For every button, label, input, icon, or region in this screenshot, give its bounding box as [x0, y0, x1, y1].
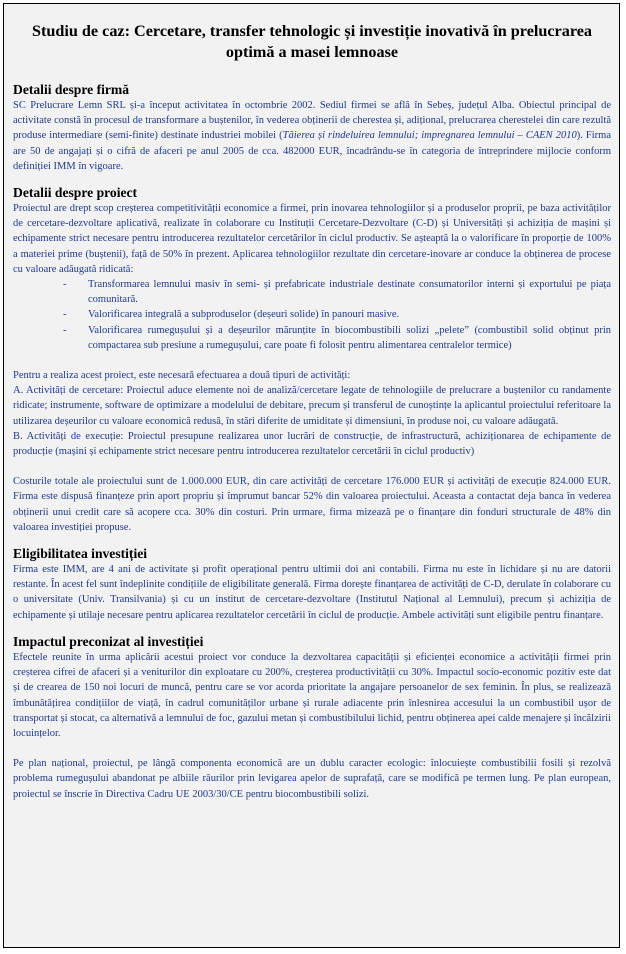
list-item — [13, 277, 611, 307]
case-study-content — [4, 4, 619, 947]
project-heading: Detalii despre proiect — [13, 185, 138, 201]
eligibility-paragraph: Firma este IMM, are 4 ani de activitate și profit operațional pentru ultimii doi ani contabili. Firma nu este în lichidare și nu are datorii restante. În acest fel sunt îndeplinite condițiile de eligibilitate generală. Firma dorește finanțarea de activități de C-D, derulate în colaborare cu o universitate (Univ. Transilvania) și cu un institut de cercetare-dezvoltare (Institutul Național al Lemnului), precum și achiziția de echipamente și utilaje necesare pentru aplicarea rezultatelor cercetării în ciclul de producție. Ambele activități sunt eligibile pentru finanțare. — [13, 564, 611, 621]
company-text-start: SC Prelucrare Lemn SRL și-a început activitatea în octombrie 2002. Sediul firmei se află în Sebeș, județul Alba. Obiectul principal de activitate constă în procesul de transformare a buștenilor, în vederea obținerii de cherestea și, adițional, prelucrarea cherestelei din care rezultă produse intermediare (semi-finite) destinate industriei mobilei ( — [13, 100, 611, 142]
list-item-text: Valorificarea rumegușului și a deșeurilor mărunțite în biocombustibili solizi „pelete” (combustibil solid obținut prin compactarea sub presiune a rumegușului, care poate fi folosit pentru alimentarea centralelor termice) — [88, 324, 611, 351]
project-intro: Proiectul are drept scop creșterea competitivității economice a firmei, prin inovarea tehnologiilor și a produselor proprii, pe baza activităților de cercetare-dezvoltare aplicativă, realizate în colaborare cu Instituții Cercetare-Dezvoltare (C-D) și Universități și achiziția de mașini și echipamente strict necesare pentru introducerea rezultatelor cercetărilor în ciclul productiv. Se așteaptă la o valorificare în proporție de 100% a materiei prime (buștenii), față de 50% în prezent. Aplicarea tehnologiilor rezultate din cercetare-inovare ar conduce la obținerea de procese cu valoare adăugată ridicată: — [13, 203, 611, 275]
spacer — [13, 741, 611, 756]
project-activity-research: A. Activități de cercetare: Proiectul aduce elemente noi de analiză/cercetare legate de tehnologiile de prelucrare a buștenilor cu randamente ridicate; instrumente, software de optimizare a modelului de debitare, precum și transferul de cunoștințe la aplicantul proiectului referitoare la utilizarea deșeurilor cu valoare economică redusă, în stări diferite de umiditate și dimensiuni, în produse noi, cu valoare adăugată. — [13, 385, 611, 427]
project-activities-intro: Pentru a realiza acest proiect, este necesară efectuarea a două tipuri de activități: — [13, 370, 351, 382]
list-item-text: Valorificarea integrală a subproduselor (deșeuri solide) în panouri masive. — [88, 309, 400, 321]
list-item-text: Transformarea lemnului masiv în semi- și prefabricate industriale destinate consumatorilor interni și exportului pe piața comunitară. — [88, 279, 611, 306]
dash-bullet: - — [63, 279, 67, 291]
project-activity-execution: B. Activități de execuție: Proiectul presupune realizarea unor lucrări de construcție, de infrastructură, achiziționarea de echipamente de producție (mașini și echipamente strict necesare pentru introducerea rezultatelor cercetării în ciclul productiv) — [13, 430, 611, 458]
impact-paragraph-2: Pe plan național, proiectul, pe lângă componenta economică are un dublu caracter ecologic: înlocuiește combustibilii fosili și rezolvă problema rumegușului abandonat pe albiile râurilor prin levigarea apelor de suprafață, care se modifică pe termen lung. Pe plan european, proiectul se înscrie în Directiva Cadru UE 2003/30/CE pentru biocombustibili solizi. — [13, 758, 611, 800]
case-study-box — [3, 3, 620, 948]
dash-bullet: - — [63, 309, 67, 321]
project-costs: Costurile totale ale proiectului sunt de 1.000.000 EUR, din care activități de cercetare 176.000 EUR și activități de execuție 824.000 EUR. Firma este dispusă finanțeze prin aport propriu și împrumut bancar 52% din valoarea proiectului. Aceasta a contactat deja banca în vederea obținerii unui credit care să acopere cca. 30% din costuri. Prin urmare, firma mizează pe o finanțare din fonduri structurale de 48% din valoarea investiției propuse. — [13, 476, 611, 533]
dash-bullet: - — [63, 324, 67, 336]
list-item — [13, 323, 611, 353]
document-title: Studiu de caz: Cercetare, transfer tehnologic și investiție inovativă în prelucrarea optimă a masei lemnoase — [31, 22, 593, 61]
spacer — [13, 353, 611, 368]
spacer — [13, 459, 611, 474]
impact-heading: Impactul preconizat al investiției — [13, 633, 204, 649]
company-text-end: ). Firma are 50 de angajați și o cifră de afaceri pe anul 2005 de cca. 482000 EUR, încadrându-se în categoria de întreprindere mijlocie conform definiției IMM în vigoare. — [13, 130, 612, 172]
eligibility-heading: Eligibilitatea investiției — [13, 546, 148, 562]
impact-paragraph-1: Efectele reunite în urma aplicării acestui proiect vor conduce la dezvoltarea capacității și eficienței economice a activității firmei prin creșterea cifrei de afaceri și a veniturilor din exploatare cu 200%, creșterea productivității cu 30%. Impactul socio-economic pozitiv este dat și de crearea de 150 noi locuri de muncă, pentru care se vor acorda prioritate la angajare persoanelor de sex feminin. În plus, se realizează îmbunătățirea condițiilor de viață, în cadrul comunităților urbane și rurale adiacente prin înlesnirea accesului la un combustibil ușor de transportat și stocat, ca alternativă a lemnului de foc, gazului metan și combustibilului lichid, pentru obținerea apei calde menajere și încălzirii locuințelor. — [13, 651, 611, 739]
company-heading: Detalii despre firmă — [13, 82, 130, 97]
project-bullet-list — [13, 277, 611, 353]
list-item — [13, 307, 611, 322]
company-paragraph — [13, 98, 611, 174]
company-caen-italic: Tăierea și rindeluirea lemnului; impregnarea lemnului – CAEN 2010 — [282, 130, 577, 142]
